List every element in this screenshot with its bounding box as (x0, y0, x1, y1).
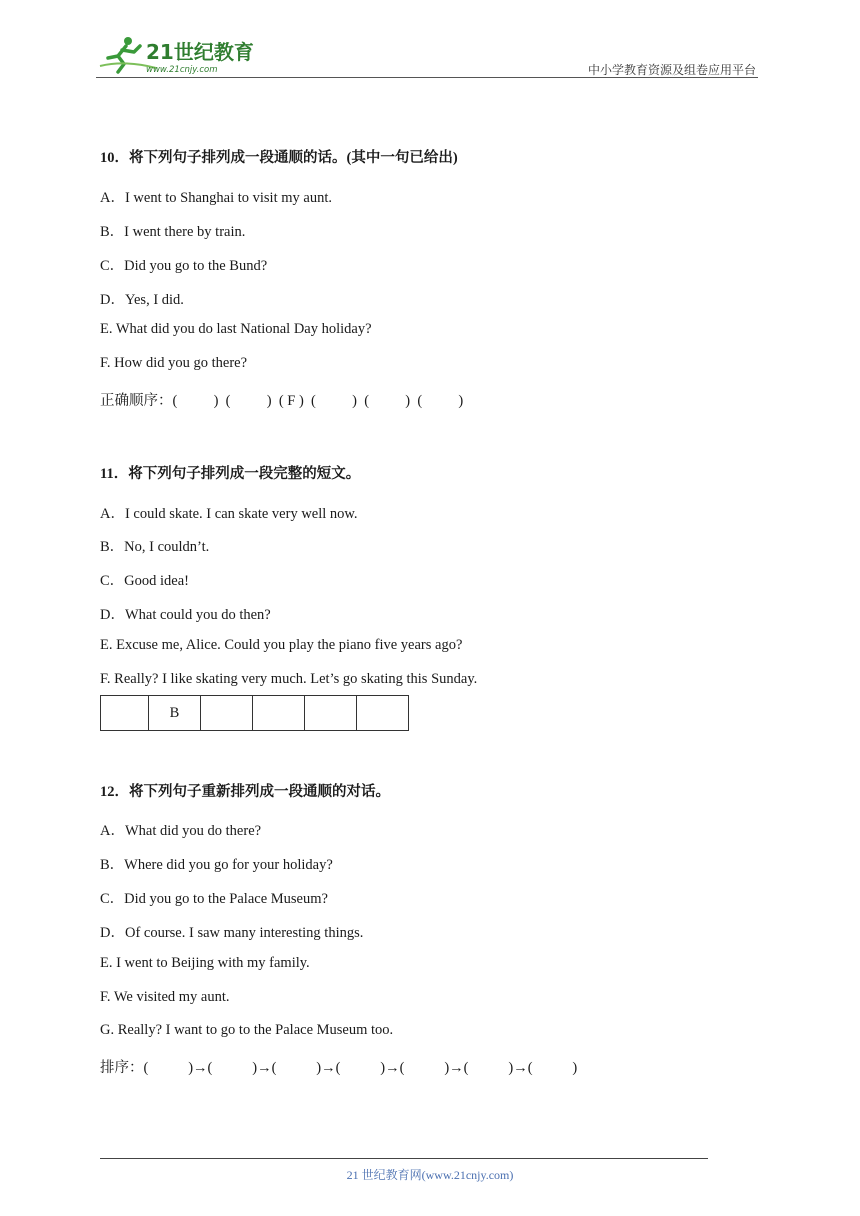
q12-option-a: A．What did you do there? (100, 823, 262, 839)
q11-answer-table (100, 695, 409, 731)
q11-answer-cell[interactable] (357, 696, 409, 731)
q12-order-blanks[interactable]: ( )→( )→( )→( )→( )→( )→( ) (143, 1060, 578, 1076)
q10-option-a: A．I went to Shanghai to visit my aunt. (100, 190, 332, 206)
header-platform-text: 中小学教育资源及组卷应用平台 (587, 63, 756, 77)
q10-option-f: F. How did you go there? (100, 355, 248, 371)
q11-answer-cell[interactable] (101, 696, 149, 731)
q12-option-c: C．Did you go to the Palace Museum? (100, 891, 328, 907)
q11-answer-cell[interactable] (305, 696, 357, 731)
q11-option-d: D．What could you do then? (100, 607, 271, 623)
logo-text: 21世纪教育 (146, 40, 254, 64)
q10-option-e: E. What did you do last National Day holiday? (100, 321, 372, 337)
q11-answer-cell[interactable] (253, 696, 305, 731)
q11-answer-cell[interactable]: B (149, 696, 201, 731)
logo-url: www.21cnjy.com (146, 65, 218, 75)
q10-order-row (100, 389, 463, 410)
q12-title: 12．将下列句子重新排列成一段通顺的对话。 (100, 784, 390, 800)
logo-21cnjy (96, 32, 296, 76)
q11-option-e: E. Excuse me, Alice. Could you play the piano five years ago? (100, 637, 463, 653)
q12-option-e: E. I went to Beijing with my family. (100, 955, 310, 971)
q12-option-b: B．Where did you go for your holiday? (100, 857, 333, 873)
footer-divider (100, 1158, 708, 1159)
q11-title: 11．将下列句子排列成一段完整的短文。 (100, 466, 361, 482)
q10-option-b: B．I went there by train. (100, 224, 246, 240)
page-header (96, 28, 758, 80)
q10-option-c: C．Did you go to the Bund? (100, 258, 268, 274)
q11-option-a: A．I could skate. I can skate very well now. (100, 506, 358, 522)
q10-order-blanks[interactable]: ( ) ( ) ( F ) ( ) ( ) ( ) (172, 393, 464, 409)
q12-order-label: 排序： (100, 1060, 144, 1076)
q11-answer-cell[interactable] (201, 696, 253, 731)
q10-option-d: D．Yes, I did. (100, 292, 184, 308)
q12-option-f: F. We visited my aunt. (100, 989, 230, 1005)
q11-option-b: B．No, I couldn’t. (100, 539, 210, 555)
q10-order-label: 正确顺序： (100, 393, 173, 409)
q11-option-c: C．Good idea! (100, 573, 189, 589)
q12-option-g: G. Really? I want to go to the Palace Museum too. (100, 1022, 394, 1038)
q11-option-f: F. Really? I like skating very much. Let’s go skating this Sunday. (100, 671, 478, 687)
q12-order-row (100, 1056, 577, 1077)
q12-option-d: D．Of course. I saw many interesting things. (100, 925, 364, 941)
q10-title: 10．将下列句子排列成一段通顺的话。(其中一句已给出) (100, 150, 458, 166)
footer-source-text: 21 世纪教育网(www.21cnjy.com) (346, 1168, 514, 1182)
header-divider (96, 77, 758, 78)
